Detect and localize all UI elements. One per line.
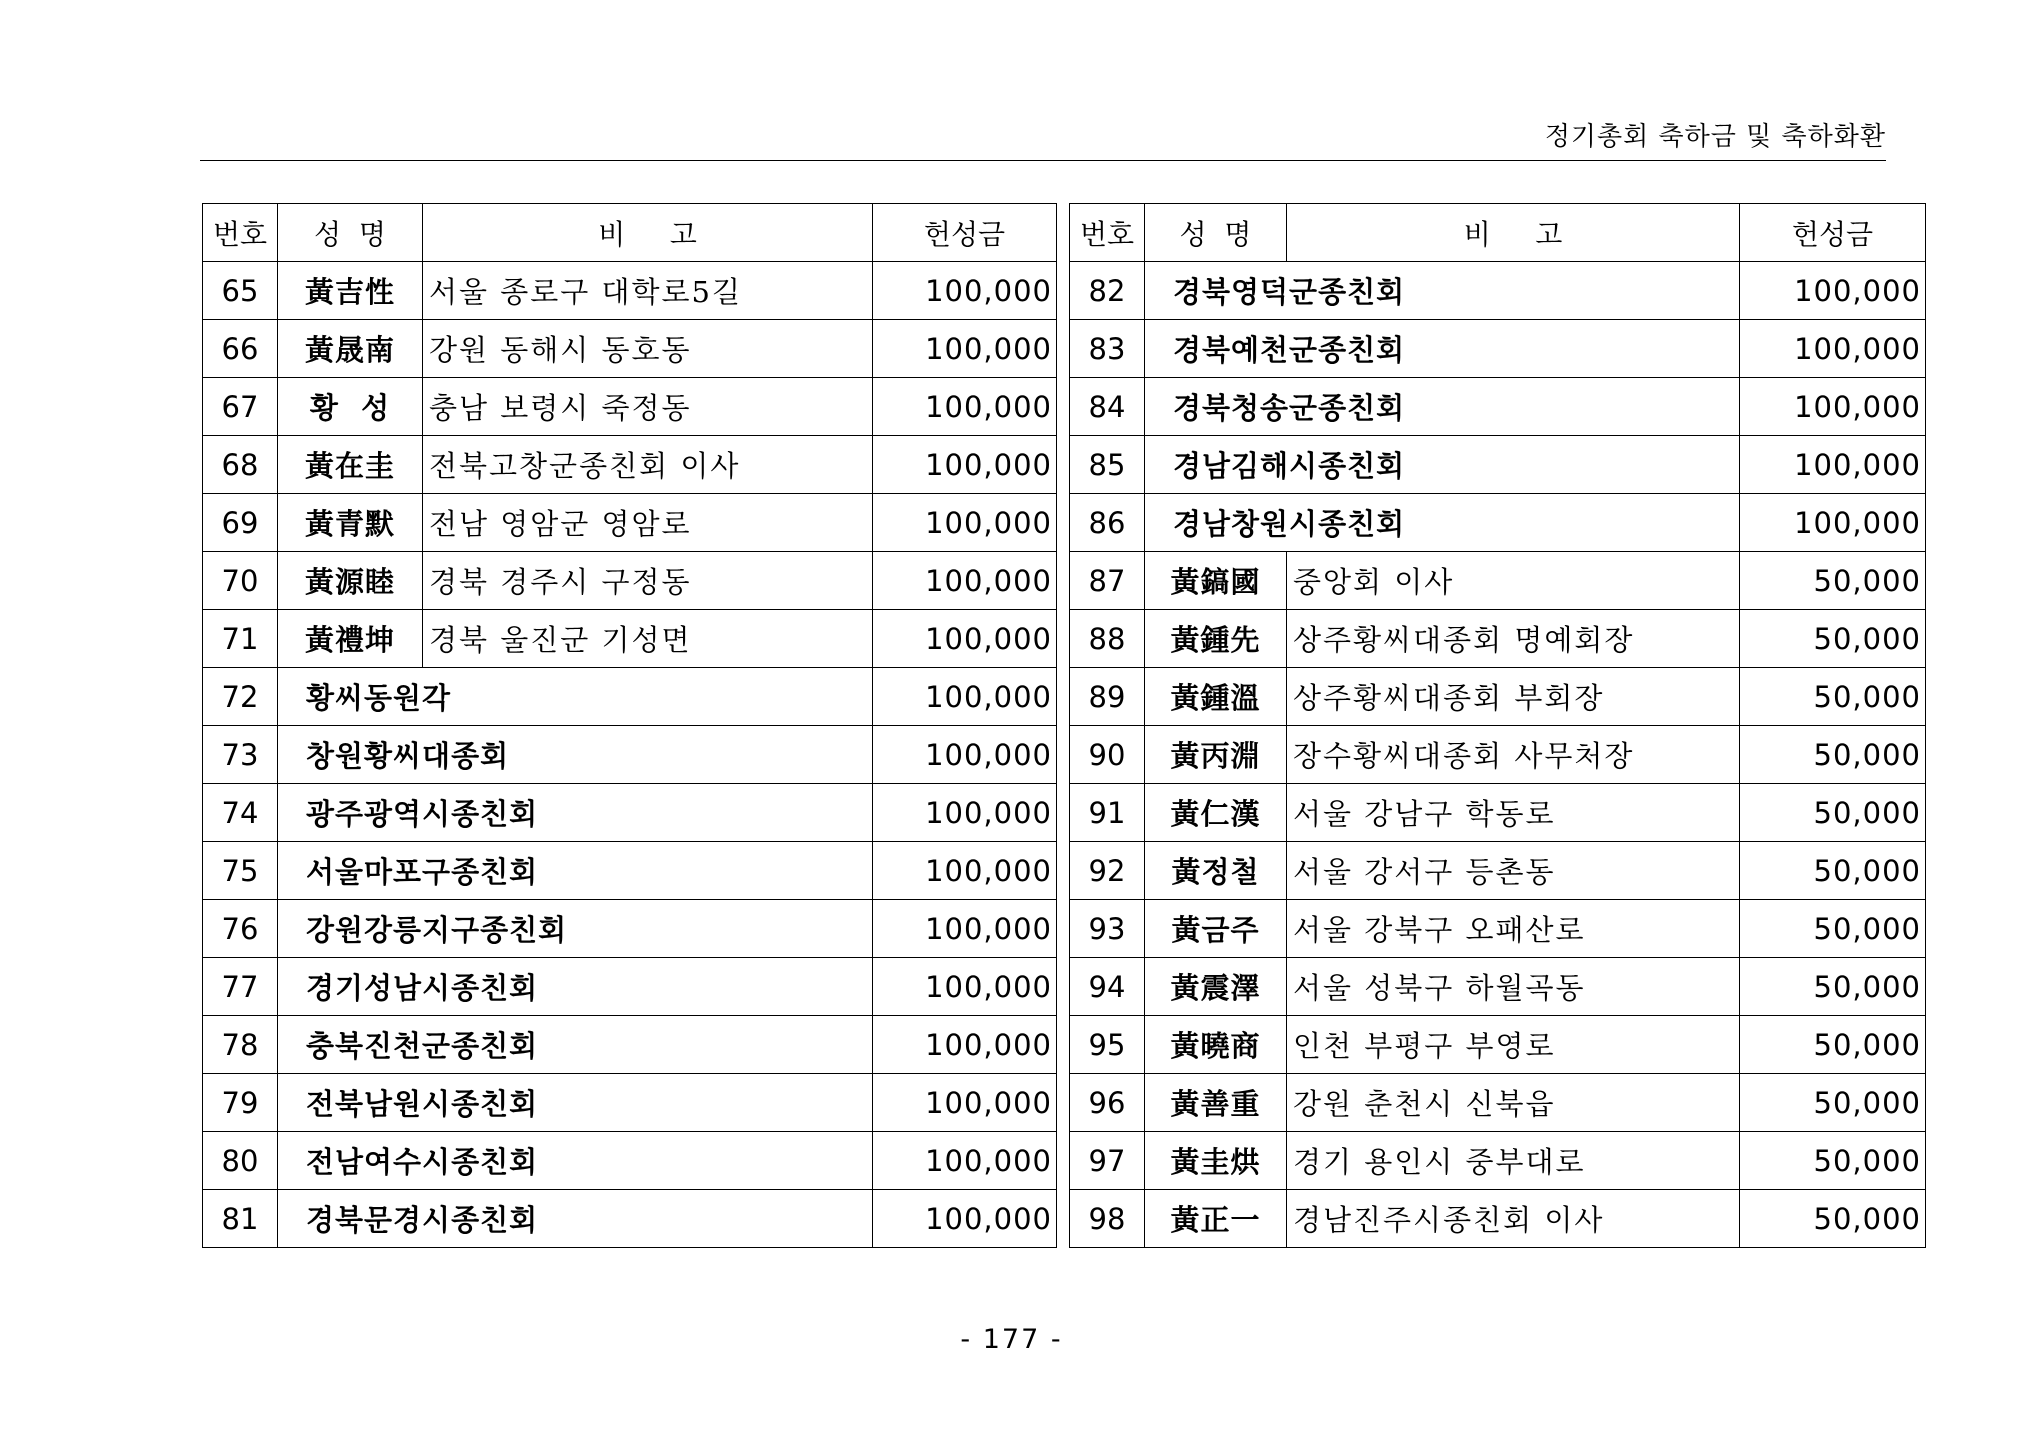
organization-name: 광주광역시종친회: [278, 784, 873, 842]
donation-amount: 100,000: [873, 1074, 1057, 1132]
donation-amount: 100,000: [1740, 378, 1926, 436]
donation-amount: 100,000: [873, 726, 1057, 784]
donation-table-left: [202, 203, 1057, 1248]
organization-name: 경남김해시종친회: [1145, 436, 1740, 494]
donor-name: 黃晟南: [278, 320, 423, 378]
table-row: [203, 1190, 1057, 1248]
donation-amount: 100,000: [873, 668, 1057, 726]
donor-note: 경남진주시종친회 이사: [1287, 1190, 1740, 1248]
column-header-name: 성 명: [278, 204, 423, 262]
organization-name: 충북진천군종친회: [278, 1016, 873, 1074]
donor-name: 黃鍾溫: [1145, 668, 1287, 726]
donor-name: 黃吉性: [278, 262, 423, 320]
organization-name: 전북남원시종친회: [278, 1074, 873, 1132]
table-row: [1070, 784, 1926, 842]
donation-amount: 50,000: [1740, 610, 1926, 668]
row-number: 90: [1070, 726, 1145, 784]
row-number: 83: [1070, 320, 1145, 378]
row-number: 73: [203, 726, 278, 784]
donation-amount: 100,000: [873, 320, 1057, 378]
table-row: [203, 842, 1057, 900]
donation-amount: 100,000: [873, 1016, 1057, 1074]
donation-amount: 50,000: [1740, 1074, 1926, 1132]
row-number: 98: [1070, 1190, 1145, 1248]
row-number: 89: [1070, 668, 1145, 726]
row-number: 81: [203, 1190, 278, 1248]
donation-amount: 100,000: [873, 900, 1057, 958]
table-row: [203, 436, 1057, 494]
table-row: [203, 668, 1057, 726]
row-number: 78: [203, 1016, 278, 1074]
donor-note: 경기 용인시 중부대로: [1287, 1132, 1740, 1190]
column-header-number: 번호: [203, 204, 278, 262]
donation-amount: 50,000: [1740, 958, 1926, 1016]
donor-name: 黃仁漢: [1145, 784, 1287, 842]
donation-amount: 100,000: [1740, 320, 1926, 378]
donation-amount: 100,000: [873, 436, 1057, 494]
donor-name: 黃青默: [278, 494, 423, 552]
row-number: 93: [1070, 900, 1145, 958]
table-row: [1070, 958, 1926, 1016]
table-header-row: [1070, 204, 1926, 262]
donor-name: 黃在圭: [278, 436, 423, 494]
organization-name: 경남창원시종친회: [1145, 494, 1740, 552]
column-header-note: 비 고: [1287, 204, 1740, 262]
row-number: 67: [203, 378, 278, 436]
table-row: [1070, 1074, 1926, 1132]
donor-note: 서울 강남구 학동로: [1287, 784, 1740, 842]
donor-note: 충남 보령시 죽정동: [423, 378, 873, 436]
donor-note: 장수황씨대종회 사무처장: [1287, 726, 1740, 784]
column-header-amount: 헌성금: [1740, 204, 1926, 262]
donation-amount: 100,000: [873, 842, 1057, 900]
table-row: [1070, 494, 1926, 552]
donor-name: 黃正一: [1145, 1190, 1287, 1248]
row-number: 66: [203, 320, 278, 378]
row-number: 74: [203, 784, 278, 842]
row-number: 68: [203, 436, 278, 494]
table-row: [1070, 726, 1926, 784]
table-body-left: [203, 262, 1057, 1248]
page-header: [200, 112, 1886, 161]
donation-table-right: [1069, 203, 1926, 1248]
donor-name: 황 성: [278, 378, 423, 436]
column-header-note: 비 고: [423, 204, 873, 262]
table-row: [203, 900, 1057, 958]
table-row: [1070, 552, 1926, 610]
donor-name: 黃禮坤: [278, 610, 423, 668]
donor-note: 상주황씨대종회 부회장: [1287, 668, 1740, 726]
donor-name: 黃善重: [1145, 1074, 1287, 1132]
row-number: 94: [1070, 958, 1145, 1016]
donation-amount: 100,000: [873, 378, 1057, 436]
row-number: 71: [203, 610, 278, 668]
table-header-row: [203, 204, 1057, 262]
donation-amount: 50,000: [1740, 842, 1926, 900]
row-number: 91: [1070, 784, 1145, 842]
row-number: 75: [203, 842, 278, 900]
donation-amount: 100,000: [1740, 494, 1926, 552]
table-body-right: [1070, 262, 1926, 1248]
table-row: [203, 1016, 1057, 1074]
donation-amount: 100,000: [873, 552, 1057, 610]
table-row: [203, 610, 1057, 668]
organization-name: 창원황씨대종회: [278, 726, 873, 784]
donor-note: 경북 울진군 기성면: [423, 610, 873, 668]
donor-note: 중앙회 이사: [1287, 552, 1740, 610]
donor-note: 강원 동해시 동호동: [423, 320, 873, 378]
donor-note: 강원 춘천시 신북읍: [1287, 1074, 1740, 1132]
donor-note: 인천 부평구 부영로: [1287, 1016, 1740, 1074]
donation-amount: 100,000: [873, 1190, 1057, 1248]
row-number: 80: [203, 1132, 278, 1190]
donor-note: 서울 강서구 등촌동: [1287, 842, 1740, 900]
donor-name: 黃鎬國: [1145, 552, 1287, 610]
table-row: [203, 1074, 1057, 1132]
donor-name: 黃源睦: [278, 552, 423, 610]
page-title: 정기총회 축하금 및 축하화환: [1544, 122, 1886, 152]
donor-name: 黃曉商: [1145, 1016, 1287, 1074]
column-header-name: 성 명: [1145, 204, 1287, 262]
table-row: [203, 378, 1057, 436]
row-number: 96: [1070, 1074, 1145, 1132]
table-row: [1070, 900, 1926, 958]
organization-name: 전남여수시종친회: [278, 1132, 873, 1190]
donation-amount: 50,000: [1740, 1016, 1926, 1074]
table-row: [1070, 378, 1926, 436]
row-number: 65: [203, 262, 278, 320]
row-number: 70: [203, 552, 278, 610]
row-number: 82: [1070, 262, 1145, 320]
table-row: [1070, 842, 1926, 900]
organization-name: 강원강릉지구종친회: [278, 900, 873, 958]
donation-amount: 100,000: [873, 494, 1057, 552]
donation-amount: 50,000: [1740, 900, 1926, 958]
donor-note: 서울 강북구 오패산로: [1287, 900, 1740, 958]
table-row: [1070, 436, 1926, 494]
donation-amount: 50,000: [1740, 726, 1926, 784]
row-number: 97: [1070, 1132, 1145, 1190]
table-row: [1070, 320, 1926, 378]
donor-note: 전북고창군종친회 이사: [423, 436, 873, 494]
row-number: 92: [1070, 842, 1145, 900]
table-row: [1070, 1132, 1926, 1190]
organization-name: 경북청송군종친회: [1145, 378, 1740, 436]
row-number: 84: [1070, 378, 1145, 436]
donor-name: 黃震澤: [1145, 958, 1287, 1016]
row-number: 76: [203, 900, 278, 958]
donation-amount: 100,000: [1740, 436, 1926, 494]
donation-amount: 100,000: [873, 1132, 1057, 1190]
donor-name: 黃금주: [1145, 900, 1287, 958]
table-row: [203, 320, 1057, 378]
organization-name: 경북예천군종친회: [1145, 320, 1740, 378]
table-row: [1070, 1190, 1926, 1248]
table-row: [1070, 262, 1926, 320]
table-row: [1070, 610, 1926, 668]
organization-name: 황씨동원각: [278, 668, 873, 726]
table-row: [203, 958, 1057, 1016]
row-number: 88: [1070, 610, 1145, 668]
donation-amount: 50,000: [1740, 552, 1926, 610]
row-number: 87: [1070, 552, 1145, 610]
table-row: [203, 494, 1057, 552]
row-number: 79: [203, 1074, 278, 1132]
row-number: 95: [1070, 1016, 1145, 1074]
donation-amount: 100,000: [1740, 262, 1926, 320]
row-number: 72: [203, 668, 278, 726]
donor-note: 전남 영암군 영암로: [423, 494, 873, 552]
donor-name: 黃정철: [1145, 842, 1287, 900]
table-row: [1070, 668, 1926, 726]
page-number: - 177 -: [960, 1324, 1063, 1355]
donor-note: 상주황씨대종회 명예회장: [1287, 610, 1740, 668]
organization-name: 경북문경시종친회: [278, 1190, 873, 1248]
table-row: [203, 726, 1057, 784]
donation-amount: 50,000: [1740, 1190, 1926, 1248]
donation-amount: 100,000: [873, 784, 1057, 842]
organization-name: 경북영덕군종친회: [1145, 262, 1740, 320]
organization-name: 경기성남시종친회: [278, 958, 873, 1016]
donation-amount: 50,000: [1740, 784, 1926, 842]
table-row: [203, 262, 1057, 320]
donation-amount: 100,000: [873, 958, 1057, 1016]
donor-name: 黃圭烘: [1145, 1132, 1287, 1190]
row-number: 77: [203, 958, 278, 1016]
table-row: [203, 1132, 1057, 1190]
organization-name: 서울마포구종친회: [278, 842, 873, 900]
donation-amount: 100,000: [873, 262, 1057, 320]
row-number: 85: [1070, 436, 1145, 494]
donor-name: 黃鍾先: [1145, 610, 1287, 668]
donor-note: 서울 종로구 대학로5길: [423, 262, 873, 320]
table-row: [1070, 1016, 1926, 1074]
table-row: [203, 784, 1057, 842]
donor-note: 경북 경주시 구정동: [423, 552, 873, 610]
donation-amount: 50,000: [1740, 1132, 1926, 1190]
row-number: 69: [203, 494, 278, 552]
donor-note: 서울 성북구 하월곡동: [1287, 958, 1740, 1016]
donor-name: 黃丙淵: [1145, 726, 1287, 784]
donation-amount: 100,000: [873, 610, 1057, 668]
table-row: [203, 552, 1057, 610]
column-header-amount: 헌성금: [873, 204, 1057, 262]
row-number: 86: [1070, 494, 1145, 552]
column-header-number: 번호: [1070, 204, 1145, 262]
donation-amount: 50,000: [1740, 668, 1926, 726]
